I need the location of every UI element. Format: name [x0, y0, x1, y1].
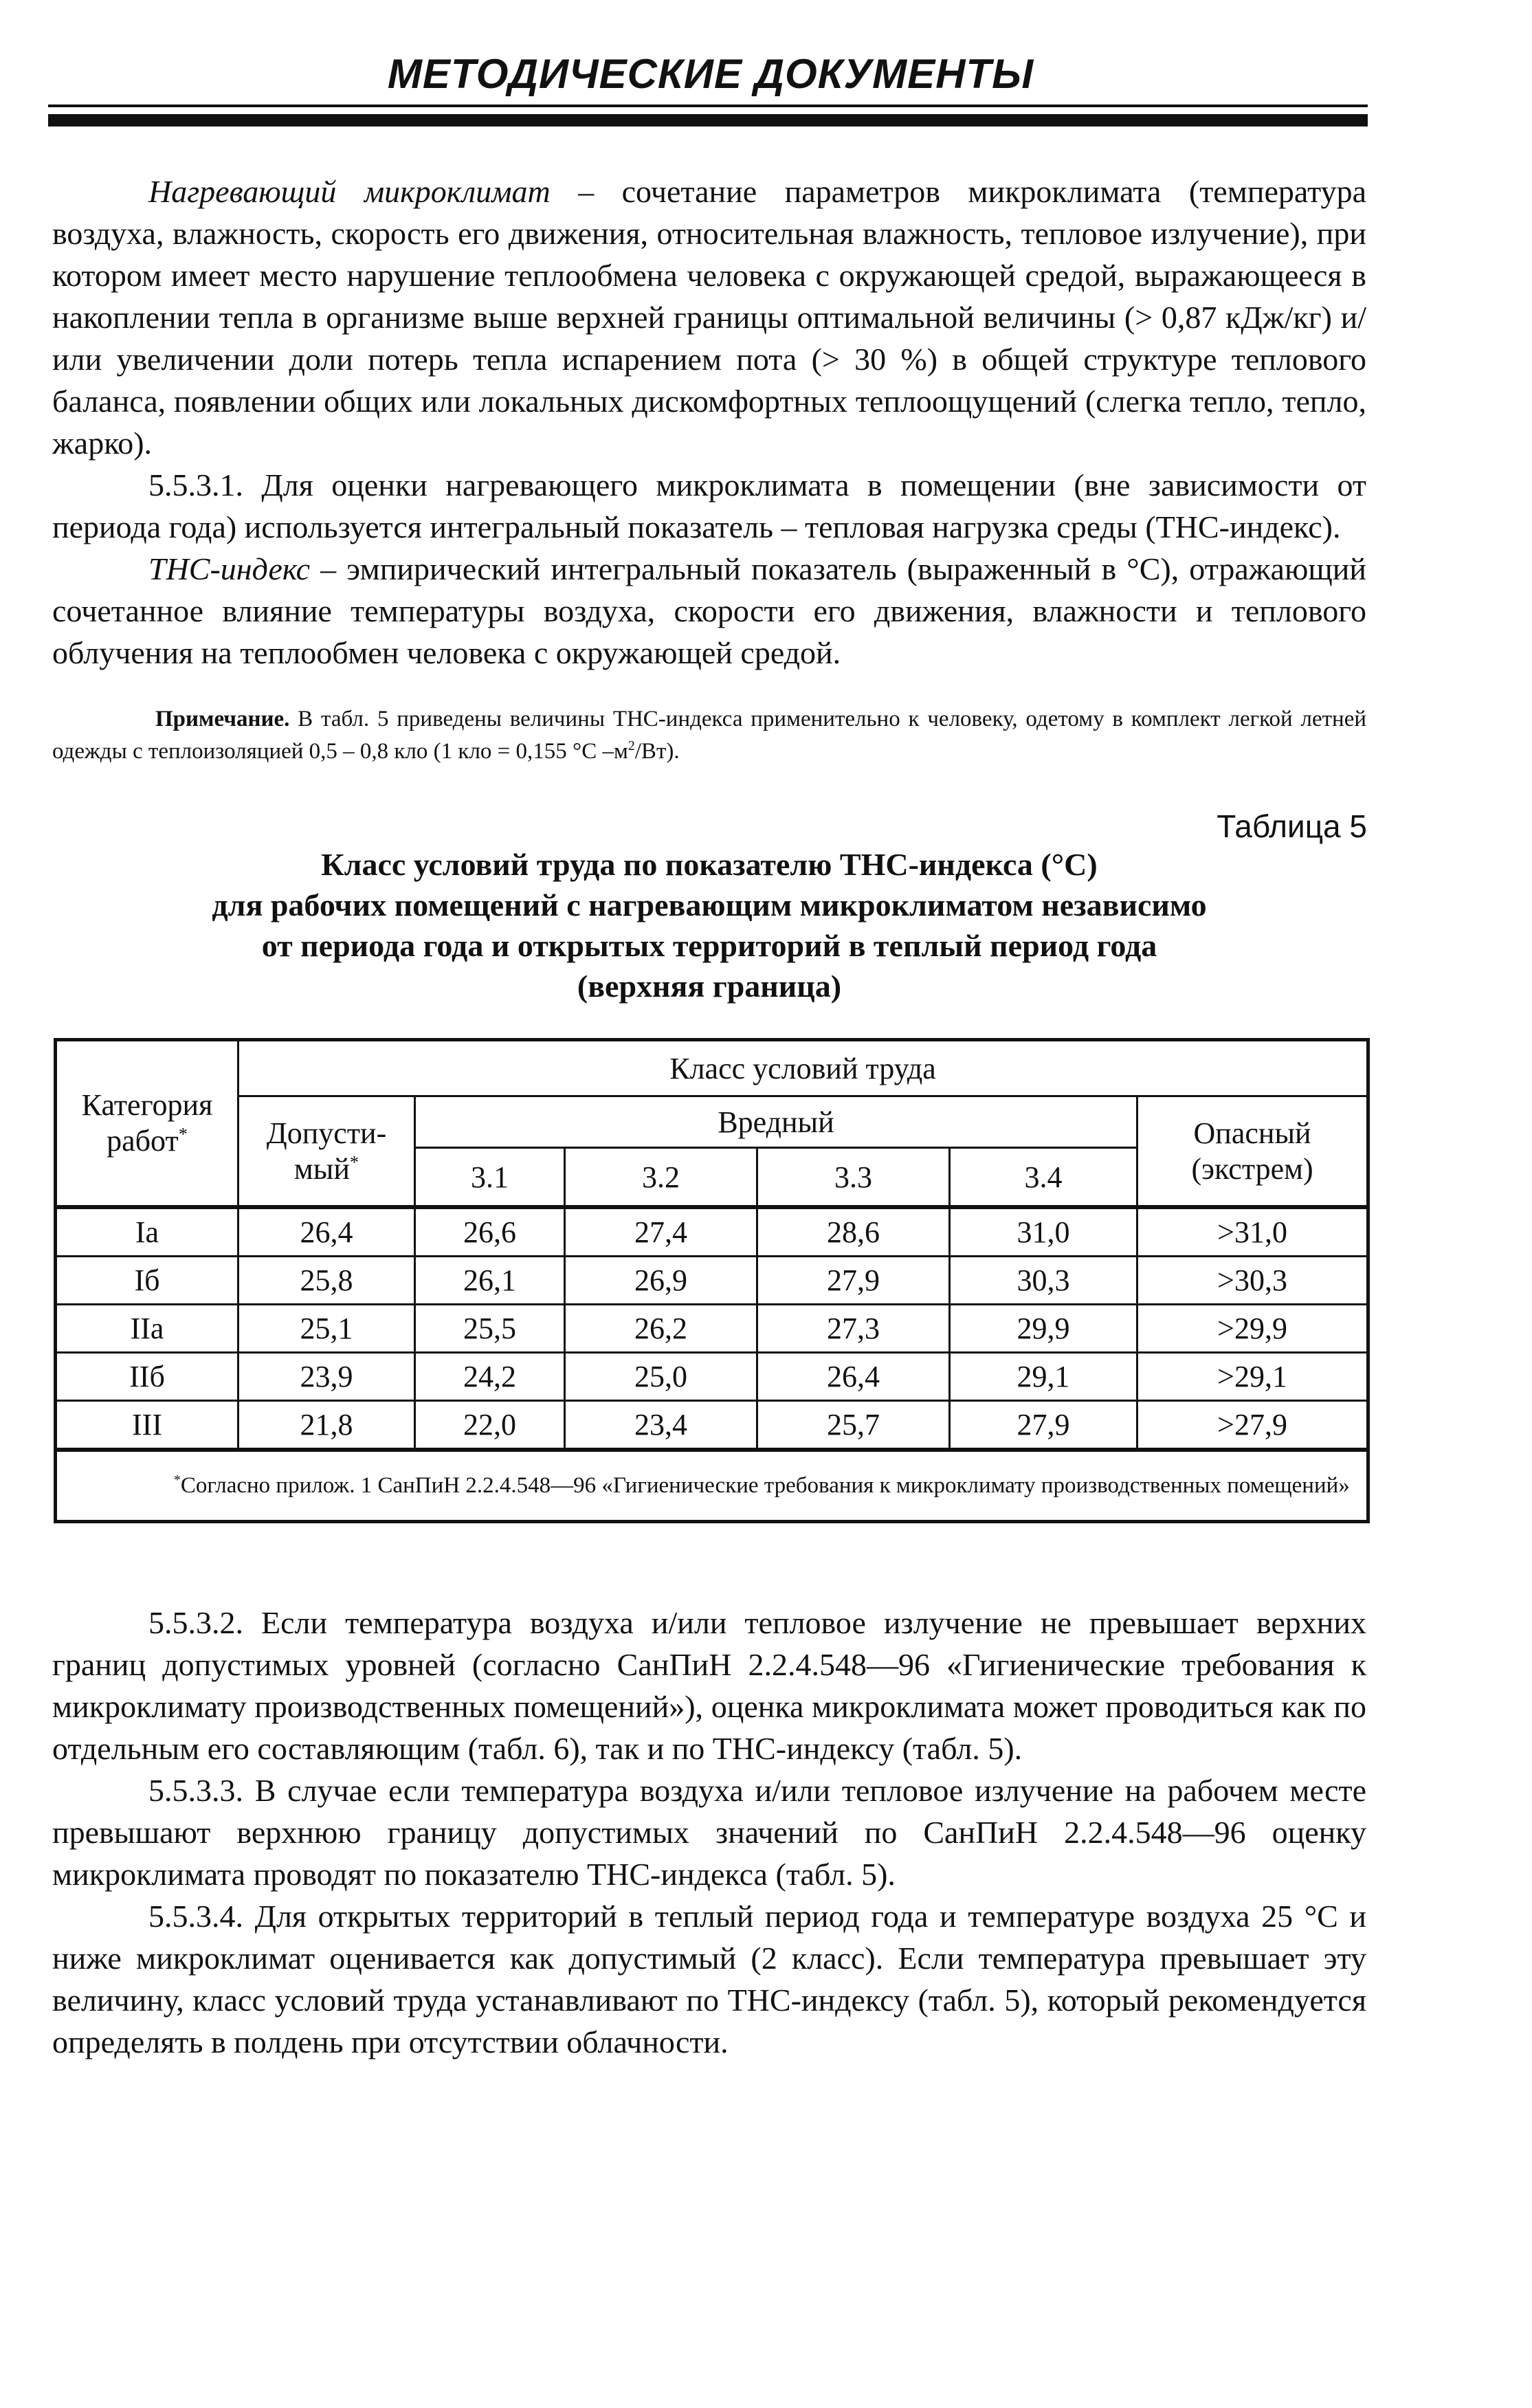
table-title — [52, 844, 1366, 1006]
table-title-line: от периода года и открытых территорий в теплый период года — [261, 928, 1157, 963]
table-row — [56, 1305, 1368, 1353]
cell-3-2: 26,9 — [565, 1257, 757, 1305]
table-title-line: для рабочих помещений с нагревающим микроклиматом независимо — [212, 887, 1207, 923]
definition-ths-index: ТНС-индекс – эмпирический интегральный показатель (выраженный в °С), отражающий сочетанное влияние температуры воздуха, скорости его движения, влажности и теплового облучения на теплообмен человека с окружающей средой. — [52, 551, 1366, 670]
term-ths-index: ТНС-индекс — [148, 551, 311, 586]
table-row — [56, 1207, 1368, 1257]
definition-heating-microclimate: Нагревающий микроклимат – сочетание параметров микроклимата (температура воздуха, влажность, скорость его движения, относительная влажность, тепловое излучение), при котором имеет место нарушение теплообмена человека с окружающей средой, выражающееся в накоплении тепла в организме выше верхней границы оптимальной величины (> 0,87 кДж/кг) и/или увеличении доли потерь тепла испарением пота (> 30 %) в общей структуре теплового баланса, появлении общих или локальных дискомфортных теплоощущений (слегка тепло, тепло, жарко). — [52, 174, 1367, 461]
header-sub-3-2: 3.2 — [565, 1148, 757, 1208]
cell-3-4: 29,1 — [950, 1353, 1137, 1401]
header-rule-thin — [48, 104, 1368, 107]
cell-3-3: 26,4 — [757, 1353, 950, 1401]
header-category: Категория работ* — [56, 1040, 238, 1208]
term-heating-microclimate: Нагревающий микроклимат — [148, 174, 551, 209]
cell-allowed: 25,8 — [238, 1257, 415, 1305]
cell-allowed: 26,4 — [238, 1207, 415, 1257]
header-dangerous: Опасный (экстрем) — [1137, 1096, 1368, 1208]
note-label: Примечание. — [155, 707, 290, 731]
note: Примечание. В табл. 5 приведены величины ТНС-индекса применительно к человеку, одетому в комплект легкой летней одежды с теплоизоляцией 0,5 – 0,8 кло (1 кло = 0,155 °С $-м^2/Вт$). — [52, 707, 1366, 764]
cell-dangerous: >29,1 — [1137, 1353, 1368, 1401]
cell-3-3: 25,7 — [757, 1401, 950, 1450]
cell-category: Iб — [56, 1257, 238, 1305]
cell-allowed: 25,1 — [238, 1305, 415, 1353]
cell-dangerous: >31,0 — [1137, 1207, 1368, 1257]
cell-3-4: 31,0 — [950, 1207, 1137, 1257]
after-table-section — [52, 1602, 1366, 2063]
header-sub-3-1: 3.1 — [415, 1148, 565, 1208]
cell-allowed: 21,8 — [238, 1401, 415, 1450]
cell-category: IIa — [56, 1305, 238, 1353]
table-row — [56, 1257, 1368, 1305]
cell-3-3: 27,9 — [757, 1257, 950, 1305]
table-title-line: Класс условий труда по показателю ТНС-индекса (°С) — [321, 847, 1098, 882]
cell-category: Ia — [56, 1207, 238, 1257]
clause-5-5-3-3: 5.5.3.3. В случае если температура воздуха и/или тепловое излучение на рабочем месте превышают верхнюю границу допустимых значений по СанПиН 2.2.4.548—96 оценку микроклимата проводят по показателю ТНС-индекса (табл. 5). — [52, 1773, 1366, 1892]
cell-3-1: 22,0 — [415, 1401, 565, 1450]
cell-3-4: 30,3 — [950, 1257, 1137, 1305]
running-header: МЕТОДИЧЕСКИЕ ДОКУМЕНТЫ — [387, 51, 1034, 97]
cell-allowed: 23,9 — [238, 1353, 415, 1401]
header-allowed: Допусти-мый* — [238, 1096, 415, 1208]
clause-5-5-3-4: 5.5.3.4. Для открытых территорий в теплый период года и температуре воздуха 25 °С и ниже микроклимат оценивается как допустимый (2 класс). Если температура превышает эту величину, класс условий труда устанавливают по ТНС-индексу (табл. 5), который рекомендуется определять в полдень при отсутствии облачности. — [52, 1899, 1366, 2059]
cell-3-1: 26,1 — [415, 1257, 565, 1305]
cell-dangerous: >27,9 — [1137, 1401, 1368, 1450]
cell-3-1: 24,2 — [415, 1353, 565, 1401]
cell-3-4: 29,9 — [950, 1305, 1137, 1353]
table-footnote: *Согласно прилож. 1 СанПиН 2.2.4.548—96 «Гигиенические требования к микроклимату производственных помещений» — [56, 1450, 1368, 1522]
table-row — [56, 1353, 1368, 1401]
cell-3-3: 27,3 — [757, 1305, 950, 1353]
table-row — [56, 1401, 1368, 1450]
header-sub-3-3: 3.3 — [757, 1148, 950, 1208]
cell-3-2: 23,4 — [565, 1401, 757, 1450]
cell-3-4: 27,9 — [950, 1401, 1137, 1450]
cell-dangerous: >30,3 — [1137, 1257, 1368, 1305]
cell-3-2: 26,2 — [565, 1305, 757, 1353]
ths-index-table — [54, 1038, 1370, 1523]
cell-3-1: 25,5 — [415, 1305, 565, 1353]
cell-dangerous: >29,9 — [1137, 1305, 1368, 1353]
header-rule-thick — [48, 114, 1368, 126]
intro-section — [52, 170, 1366, 674]
cell-3-1: 26,6 — [415, 1207, 565, 1257]
cell-category: IIб — [56, 1353, 238, 1401]
header-class-group: Класс условий труда — [238, 1040, 1368, 1096]
cell-category: III — [56, 1401, 238, 1450]
header-sub-3-4: 3.4 — [950, 1148, 1137, 1208]
cell-3-2: 27,4 — [565, 1207, 757, 1257]
cell-3-2: 25,0 — [565, 1353, 757, 1401]
table-number: Таблица 5 — [1217, 808, 1367, 844]
table-title-line: (верхняя граница) — [577, 969, 842, 1004]
clause-5-5-3-2: 5.5.3.2. Если температура воздуха и/или тепловое излучение не превышает верхних границ допустимых уровней (согласно СанПиН 2.2.4.548—96 «Гигиенические требования к микроклимату производственных помещений»), оценка микроклимата может проводиться как по отдельным его составляющим (табл. 6), так и по ТНС-индексу (табл. 5). — [52, 1605, 1366, 1766]
header-harmful: Вредный — [415, 1096, 1137, 1148]
table-footnote-row — [56, 1450, 1368, 1522]
cell-3-3: 28,6 — [757, 1207, 950, 1257]
clause-5-5-3-1: 5.5.3.1. Для оценки нагревающего микроклимата в помещении (вне зависимости от периода года) используется интегральный показатель – тепловая нагрузка среды (ТНС-индекс). — [52, 467, 1366, 544]
